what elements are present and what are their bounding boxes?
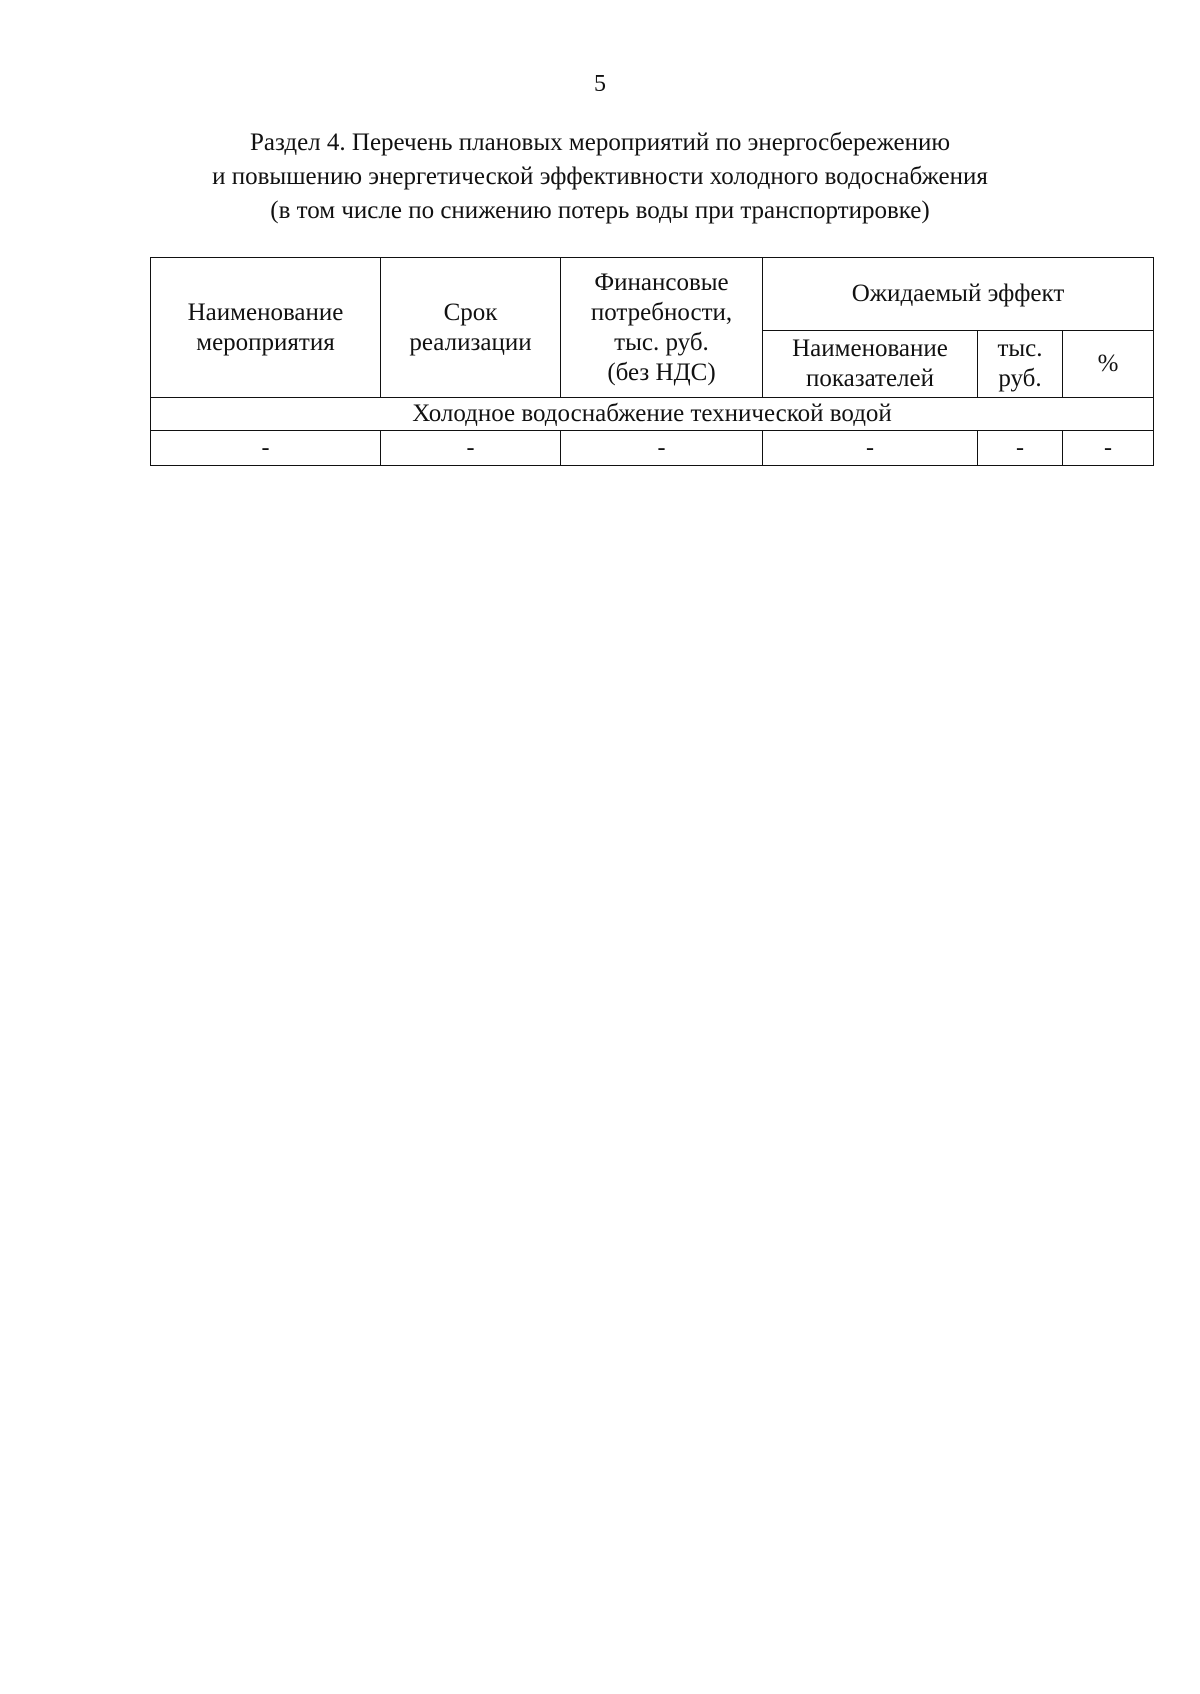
header-expected-effect: Ожидаемый эффект [763,258,1154,331]
header-thousand-rub-line-1: тыс. [997,335,1043,362]
table-section-row [151,398,1154,431]
table-header-row-1 [151,258,1154,331]
measures-table [150,257,1154,466]
header-thousand-rub-line-2: руб. [998,365,1042,392]
header-term-line-1: Срок [443,298,498,326]
header-indicator-line-1: Наименование [792,335,948,362]
header-financial-line-4: (без НДС) [607,358,716,386]
header-term [381,258,561,398]
table-cell: - [978,431,1063,466]
header-financial-needs [561,258,763,398]
table-cell: - [561,431,763,466]
section-title [100,126,1100,228]
title-line-1: Раздел 4. Перечень плановых мероприятий по энергосбережению [249,129,951,156]
header-financial-line-3: тыс. руб. [614,328,709,356]
header-financial-line-1: Финансовые [594,268,729,296]
header-measure-name-line-2: мероприятия [196,328,335,356]
title-line-2: и повышению энергетической эффективности холодного водоснабжения [212,163,988,190]
header-percent: % [1063,331,1154,398]
section-row-title: Холодное водоснабжение технической водой [151,398,1154,431]
page-number: 5 [594,71,606,97]
table-cell: - [151,431,381,466]
table-row [151,431,1154,466]
header-measure-name [151,258,381,398]
title-line-3: (в том числе по снижению потерь воды при транспортировке) [270,197,930,224]
header-term-line-2: реализации [409,328,532,356]
header-indicator-line-2: показателей [805,365,935,392]
header-financial-line-2: потребности, [590,298,733,326]
table-cell: - [1063,431,1154,466]
header-thousand-rub [978,331,1063,398]
table-cell: - [381,431,561,466]
header-measure-name-line-1: Наименование [187,298,344,326]
table-cell: - [763,431,978,466]
header-indicator-name [763,331,978,398]
